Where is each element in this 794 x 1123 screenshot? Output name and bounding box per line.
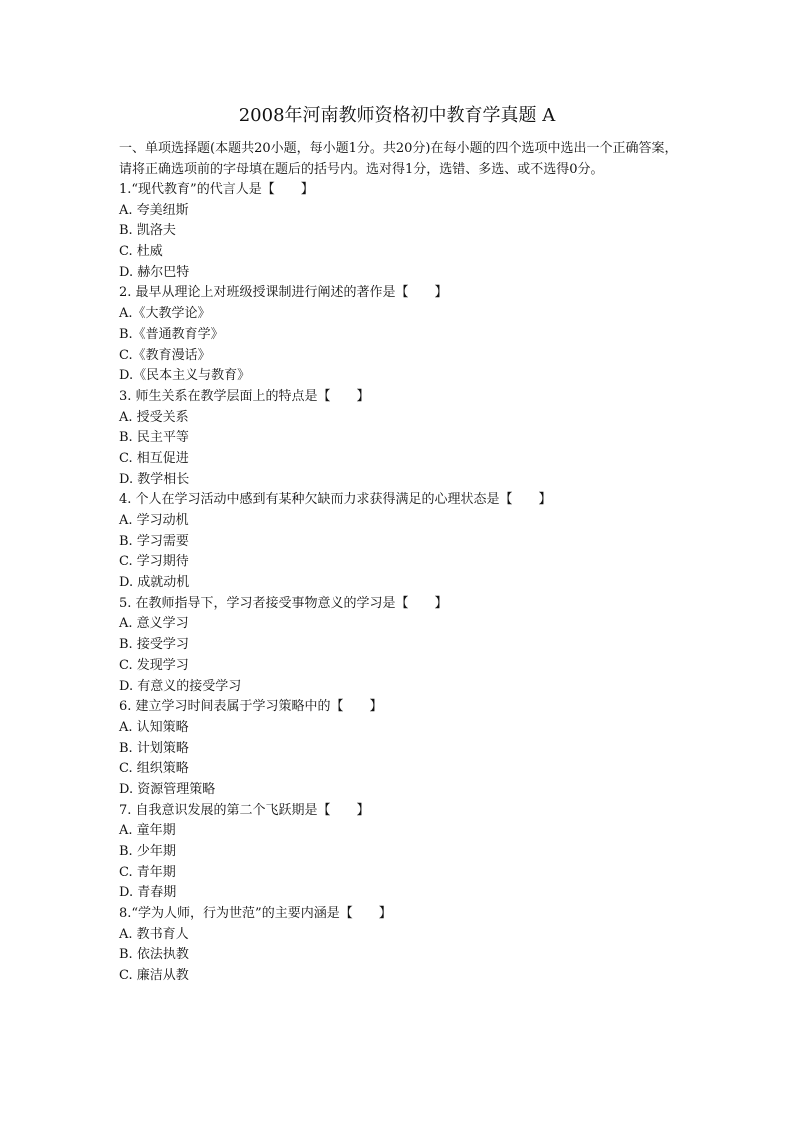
section-instruction: 一、单项选择题(本题共20小题，每小题1分。共20分)在每小题的四个选项中选出一个正确答案，请将正确选项前的字母填在题后的括号内。选对得1分，选错、多选、或不选得0分。: [119, 141, 678, 177]
answer-option: C. 发现学习: [119, 657, 189, 673]
question-stem: 7. 自我意识发展的第二个飞跃期是【 】: [119, 802, 370, 818]
question-stem: 6. 建立学习时间表属于学习策略中的【 】: [119, 699, 383, 715]
exam-content: [119, 138, 679, 987]
question-stem: 4. 个人在学习活动中感到有某种欠缺而力求获得满足的心理状态是【 】: [119, 492, 552, 508]
answer-option: D. 赫尔巴特: [119, 264, 190, 280]
answer-option: D. 成就动机: [119, 575, 190, 591]
answer-option: C. 学习期待: [119, 554, 189, 570]
question-stem: 8.“学为人师，行为世范”的主要内涵是【 】: [119, 906, 392, 922]
answer-option: A.《大教学论》: [119, 306, 211, 322]
answer-option: D.《民本主义与教育》: [119, 368, 251, 384]
document-title: 2008年河南教师资格初中教育学真题 A: [238, 105, 556, 126]
question-2: [119, 283, 679, 386]
question-stem: 2. 最早从理论上对班级授课制进行阐述的著作是【 】: [119, 285, 448, 301]
answer-option: B. 接受学习: [119, 637, 189, 653]
answer-option: B. 学习需要: [119, 533, 189, 549]
answer-option: A. 授受关系: [119, 409, 189, 425]
question-4: [119, 490, 679, 593]
question-5: [119, 594, 679, 697]
question-stem: 5. 在教师指导下，学习者接受事物意义的学习是【 】: [119, 595, 448, 611]
question-1: [119, 180, 679, 283]
answer-option: A. 意义学习: [119, 616, 189, 632]
answer-option: B. 依法执教: [119, 947, 189, 963]
question-6: [119, 697, 679, 800]
answer-option: D. 有意义的接受学习: [119, 678, 242, 694]
question-8: [119, 904, 679, 987]
answer-option: C. 青年期: [119, 864, 176, 880]
question-stem: 1.“现代教育”的代言人是【 】: [119, 182, 314, 197]
answer-option: A. 教书育人: [119, 926, 189, 942]
answer-option: D. 资源管理策略: [119, 781, 216, 797]
answer-option: B.《普通教育学》: [119, 326, 224, 342]
answer-option: B. 少年期: [119, 844, 176, 859]
answer-option: D. 教学相长: [119, 471, 190, 487]
answer-option: A. 认知策略: [119, 719, 189, 735]
question-7: [119, 801, 679, 904]
answer-option: C. 廉洁从教: [119, 968, 189, 984]
answer-option: A. 童年期: [119, 823, 176, 839]
answer-option: C. 相互促进: [119, 450, 189, 466]
answer-option: A. 夸美纽斯: [119, 202, 189, 218]
answer-option: D. 青春期: [119, 885, 177, 901]
answer-option: A. 学习动机: [119, 513, 189, 528]
answer-option: B. 计划策略: [119, 740, 189, 756]
answer-option: B. 凯洛夫: [119, 223, 176, 239]
answer-option: C.《教育漫话》: [119, 347, 211, 363]
question-3: [119, 387, 679, 490]
question-stem: 3. 师生关系在教学层面上的特点是【 】: [119, 388, 370, 404]
answer-option: C. 杜威: [119, 244, 163, 260]
answer-option: B. 民主平等: [119, 430, 189, 446]
answer-option: C. 组织策略: [119, 761, 189, 777]
